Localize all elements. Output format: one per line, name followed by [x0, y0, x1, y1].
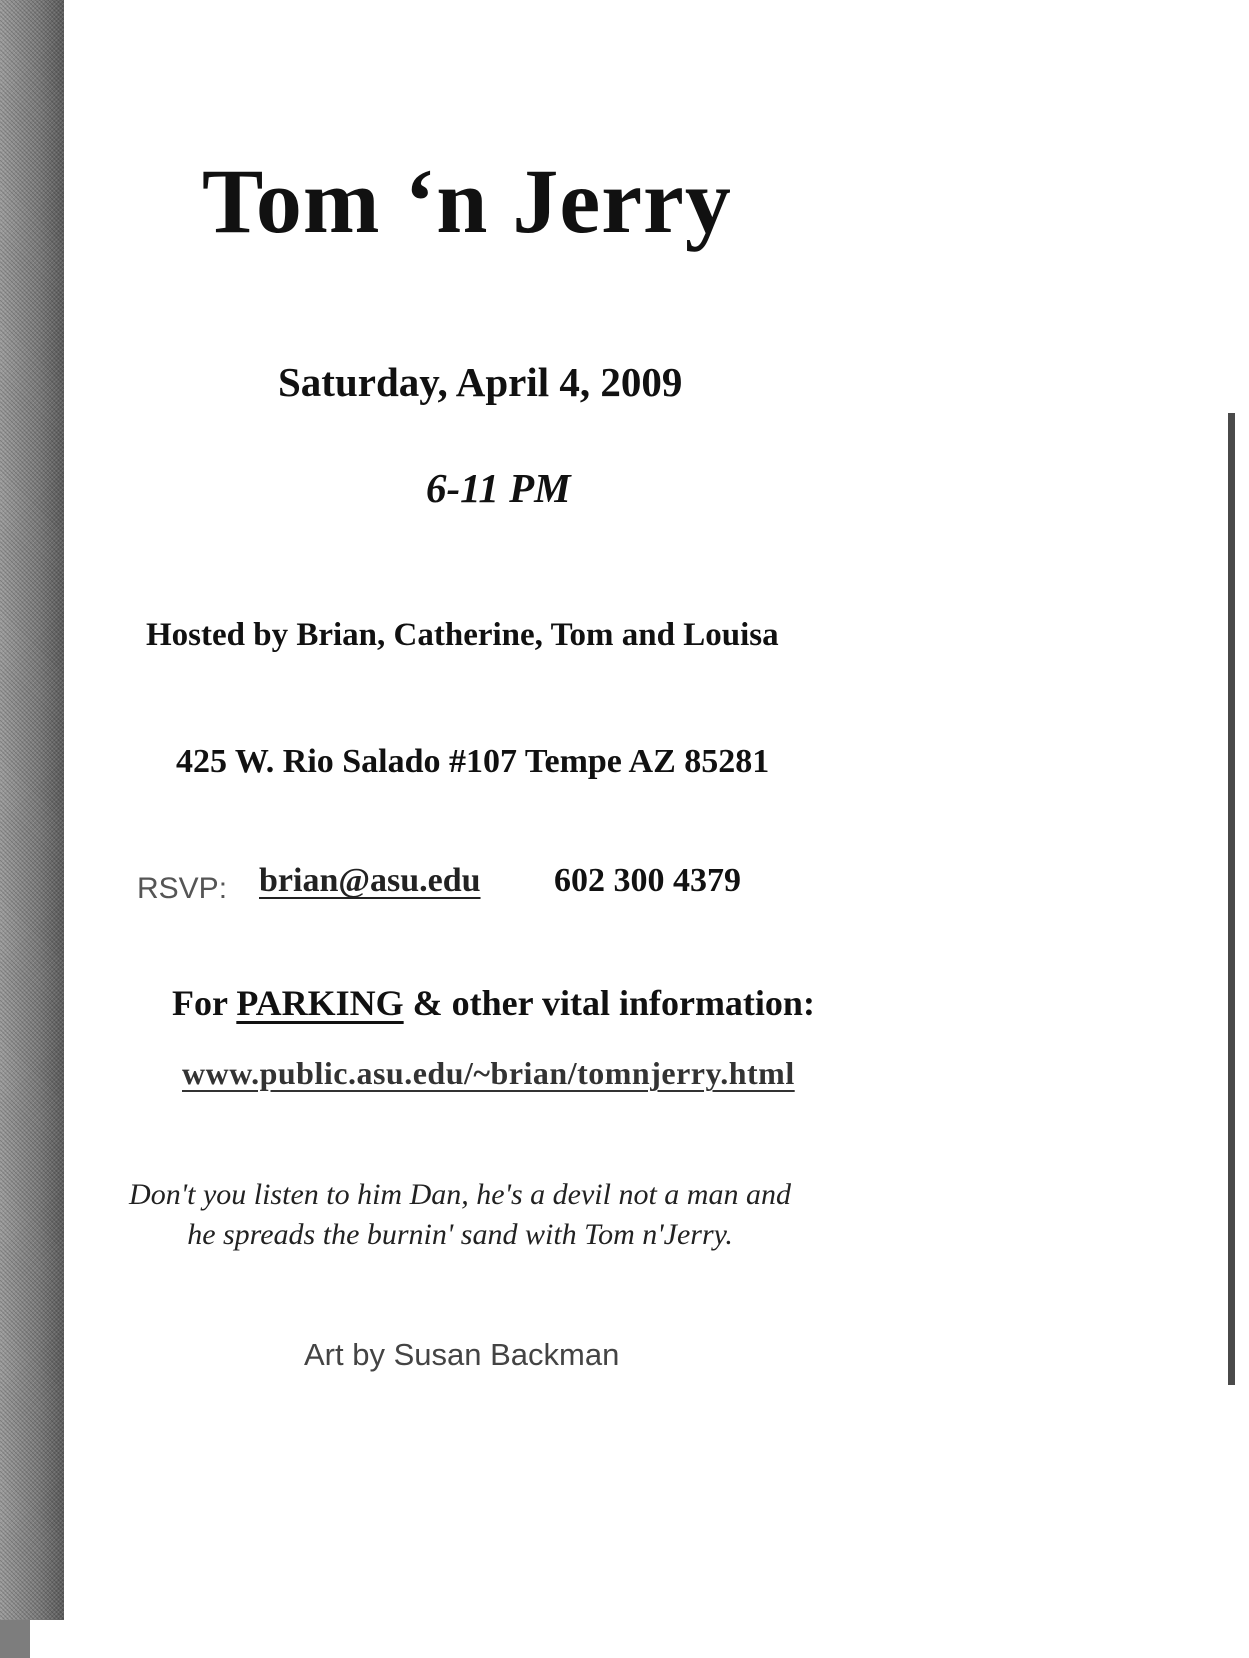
event-time: 6-11 PM [426, 465, 571, 511]
rsvp-phone: 602 300 4379 [554, 862, 741, 899]
info-url-link[interactable]: www.public.asu.edu/~brian/tomnjerry.html [182, 1055, 795, 1091]
quote-line-1: Don't you listen to him Dan, he's a devil not a man and [129, 1178, 791, 1211]
art-credit: Art by Susan Backman [304, 1337, 620, 1372]
song-quote [100, 1175, 820, 1255]
event-date: Saturday, April 4, 2009 [278, 359, 683, 405]
parking-heading [172, 982, 815, 1024]
parking-emphasis: PARKING [236, 983, 404, 1023]
flyer-title: Tom ‘n Jerry [202, 150, 732, 252]
parking-prefix: For [172, 983, 237, 1023]
parking-suffix: & other vital information: [403, 983, 815, 1023]
margin-rule [1228, 413, 1235, 1385]
hosts-line: Hosted by Brian, Catherine, Tom and Louisa [146, 617, 779, 653]
address-line: 425 W. Rio Salado #107 Tempe AZ 85281 [176, 743, 770, 780]
rsvp-label: RSVP: [137, 872, 228, 905]
scan-edge-corner [0, 1620, 30, 1658]
scan-edge-shading [0, 0, 64, 1620]
quote-line-2: he spreads the burnin' sand with Tom n'Jerry. [187, 1218, 733, 1251]
rsvp-email-link[interactable]: brian@asu.edu [259, 862, 481, 899]
